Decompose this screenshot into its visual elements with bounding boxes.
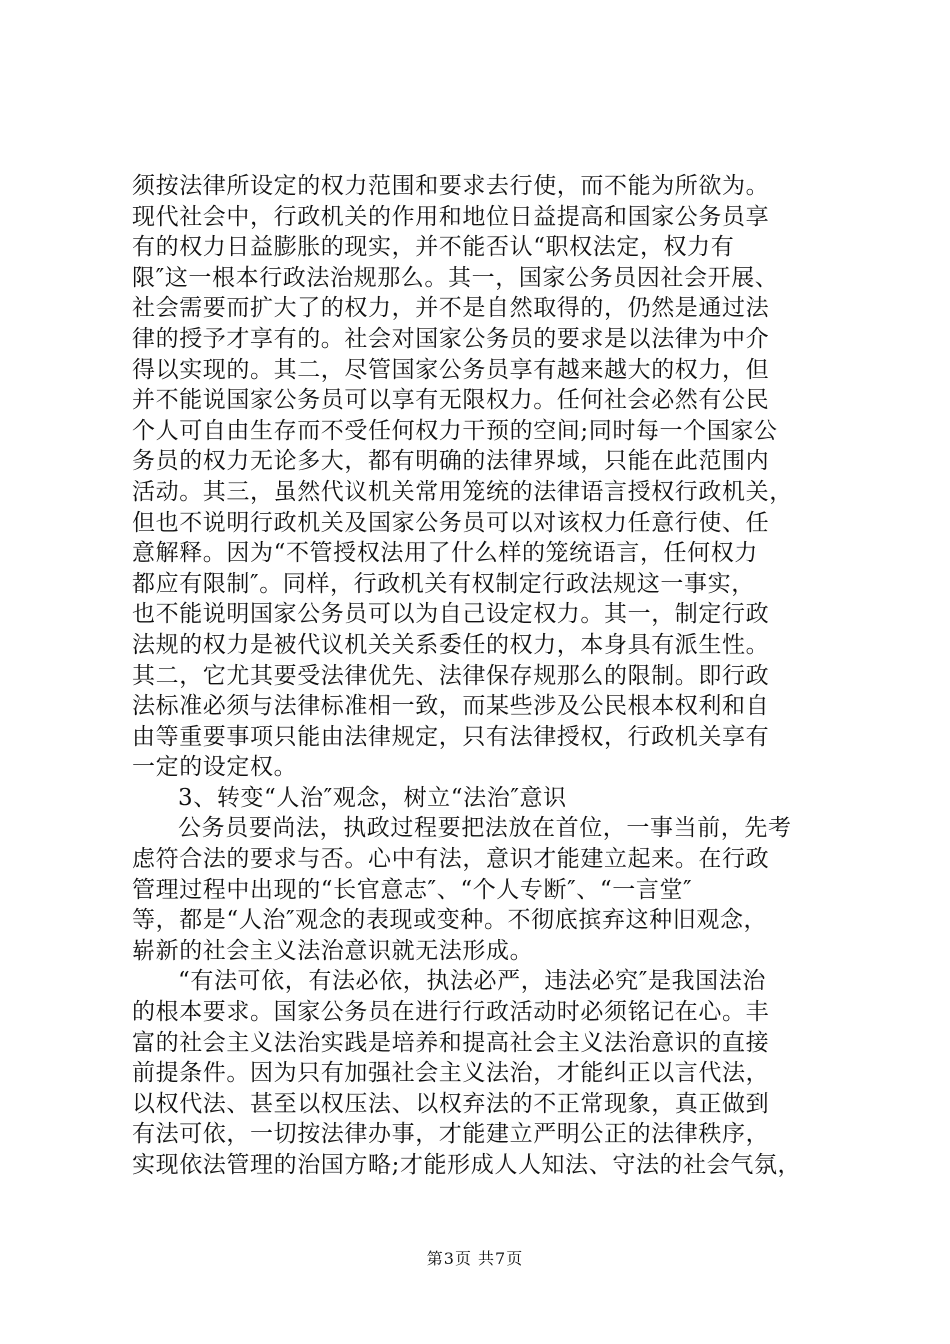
text-line: 前提条件。因为只有加强社会主义法治，才能纠正以言代法， (132, 1060, 770, 1087)
text-line: 以权代法、甚至以权压法、以权弃法的不正常现象，真正做到 (132, 1090, 770, 1117)
text-line: “有法可依，有法必依，执法必严，违法必究″是我国法治 (178, 968, 766, 995)
text-line: 有法可依，一切按法律办事，才能建立严明公正的法律秩序， (132, 1121, 770, 1148)
text-line: 的根本要求。国家公务员在进行行政活动时必须铭记在心。丰 (132, 999, 770, 1026)
text-line: 也不能说明国家公务员可以为自己设定权力。其一，制定行政 (132, 601, 770, 628)
text-line: 法标准必须与法律标准相一致，而某些涉及公民根本权利和自 (132, 693, 770, 720)
text-line: 富的社会主义法治实践是培养和提高社会主义法治意识的直接 (132, 1029, 770, 1056)
text-line: 其二，它尤其要受法律优先、法律保存规那么的限制。即行政 (132, 662, 770, 689)
text-line: 管理过程中出现的“长官意志″、“个人专断″、“一言堂″ (132, 876, 693, 903)
text-line: 一定的设定权。 (132, 754, 298, 781)
text-line: 法规的权力是被代议机关关系委任的权力，本身具有派生性。 (132, 631, 770, 658)
text-line: 社会需要而扩大了的权力，并不是自然取得的，仍然是通过法 (132, 295, 770, 322)
text-line: 公务员要尚法，执政过程要把法放在首位，一事当前，先考 (178, 815, 792, 842)
text-line: 须按法律所设定的权力范围和要求去行使，而不能为所欲为。 (132, 173, 770, 199)
text-line: 务员的权力无论多大，都有明确的法律界域，只能在此范围内 (132, 448, 770, 475)
body-text (132, 171, 832, 1181)
text-line: 现代社会中，行政机关的作用和地位日益提高和国家公务员享 (132, 203, 770, 230)
text-line: 限″这一根本行政法治规那么。其一，国家公务员因社会开展、 (132, 264, 779, 291)
text-line: 意解释。因为“不管授权法用了什么样的笼统语言，任何权力 (132, 540, 758, 567)
text-line: 得以实现的。其二，尽管国家公务员享有越来越大的权力，但 (132, 356, 770, 383)
text-line: 但也不说明行政机关及国家公务员可以对该权力任意行使、任 (132, 509, 770, 536)
text-line: 并不能说国家公务员可以享有无限权力。任何社会必然有公民 (132, 387, 770, 414)
page-number-footer: 第3页 共7页 (426, 1249, 524, 1268)
text-line: 由等重要事项只能由法律规定，只有法律授权，行政机关享有 (132, 723, 770, 750)
text-line: 个人可自由生存而不受任何权力干预的空间;同时每一个国家公 (132, 417, 778, 444)
section-heading: 3、转变“人治″观念，树立“法治″意识 (178, 784, 567, 811)
text-line: 有的权力日益膨胀的现实，并不能否认“职权法定，权力有 (132, 234, 735, 261)
text-line: 实现依法管理的治国方略;才能形成人人知法、守法的社会气氛， (132, 1152, 802, 1178)
text-line: 律的授予才享有的。社会对国家公务员的要求是以法律为中介 (132, 325, 770, 352)
text-line: 崭新的社会主义法治意识就无法形成。 (132, 937, 534, 964)
text-line: 都应有限制″。同样，行政机关有权制定行政法规这一事实， (132, 570, 755, 597)
text-line: 虑符合法的要求与否。心中有法，意识才能建立起来。在行政 (132, 846, 770, 873)
text-line: 活动。其三，虽然代议机关常用笼统的法律语言授权行政机关， (132, 478, 793, 505)
text-line: 等，都是“人治″观念的表现或变种。不彻底摈弃这种旧观念， (132, 907, 768, 934)
